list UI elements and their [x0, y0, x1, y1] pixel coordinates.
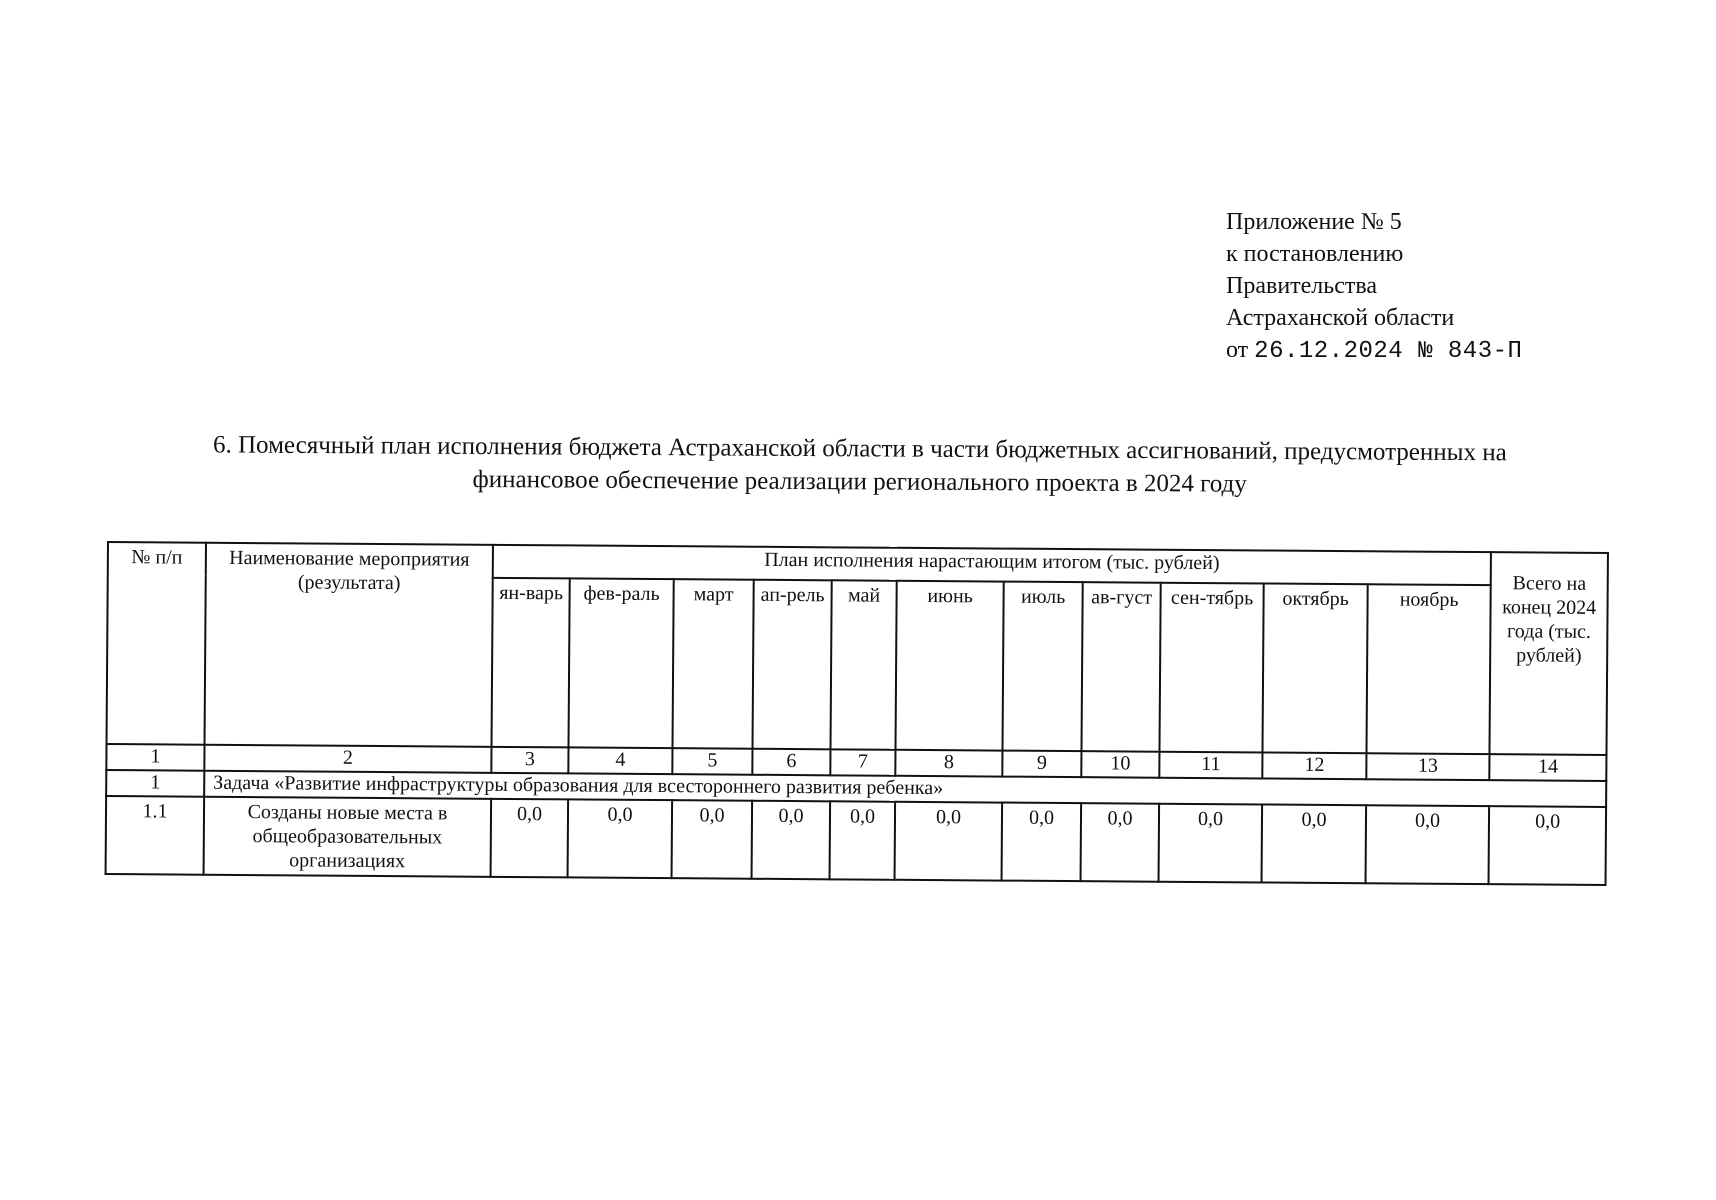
plan-table [105, 541, 1610, 886]
row-month-value: 0,0 [895, 802, 1003, 881]
row-month-value: 0,0 [752, 801, 831, 880]
task-num: 1 [106, 770, 204, 797]
row-month-value: 0,0 [830, 801, 896, 879]
column-number: 9 [1002, 751, 1081, 778]
data-rows [106, 796, 1607, 885]
header-month: сен-тябрь [1159, 582, 1263, 752]
row-month-value: 0,0 [1262, 804, 1367, 883]
task-text: Задача «Развитие инфраструктуры образования для всестороннего развития ребенка» [204, 771, 1606, 807]
header-month: ноябрь [1366, 584, 1490, 754]
header-num: № п/п [107, 542, 206, 745]
row-month-value: 0,0 [672, 800, 753, 879]
header-month: март [672, 579, 753, 749]
header-month: июль [1002, 581, 1082, 751]
appendix-block [1226, 206, 1522, 368]
row-month-value: 0,0 [1159, 804, 1263, 883]
row-name: Созданы новые места в общеобразовательных организациях [204, 797, 492, 877]
header-month: май [830, 580, 896, 750]
row-month-value: 0,0 [1081, 803, 1160, 882]
header-name: Наименование мероприятия (результата) [205, 543, 493, 747]
plan-table-wrapper [105, 541, 1607, 886]
appendix-line-3: Правительства [1226, 273, 1378, 299]
column-number: 11 [1159, 752, 1262, 779]
column-number: 2 [204, 745, 491, 773]
header-month: фев-раль [568, 578, 673, 748]
row-num: 1.1 [106, 796, 205, 875]
column-number: 6 [752, 749, 830, 776]
appendix-date-line [1226, 334, 1522, 368]
column-number: 3 [491, 747, 568, 774]
column-number: 5 [672, 748, 752, 775]
row-month-value: 0,0 [1002, 803, 1082, 882]
header-month: октябрь [1262, 583, 1367, 753]
header-total: Всего на конец 2024 года (тыс. рублей) [1490, 552, 1608, 755]
header-plan: План исполнения нарастающим итогом (тыс. рублей) [493, 545, 1491, 585]
header-month: ян-варь [492, 577, 570, 747]
row-total: 0,0 [1489, 806, 1607, 885]
column-number: 7 [830, 749, 895, 775]
column-number: 8 [895, 750, 1002, 777]
table-row [106, 796, 1607, 885]
appendix-line-4: Астраханской области [1226, 305, 1455, 331]
column-number: 14 [1489, 754, 1606, 781]
header-month: ав-густ [1081, 582, 1160, 752]
appendix-date-prefix: от [1226, 337, 1249, 363]
header-month: июнь [895, 580, 1003, 750]
column-number: 4 [568, 747, 672, 774]
column-number: 1 [106, 744, 204, 771]
appendix-line-2: к постановлению [1226, 241, 1404, 267]
section-title: 6. Помесячный план исполнения бюджета Астраханской области в части бюджетных ассигнований, предусмотренных на финансовое обеспечение реализации регионального проекта в 2024 году [212, 431, 1507, 498]
column-number: 13 [1366, 753, 1489, 780]
appendix-line-1: Приложение № 5 [1226, 209, 1402, 235]
row-month-value: 0,0 [568, 799, 673, 878]
row-month-value: 0,0 [1366, 805, 1490, 884]
header-row-top [108, 542, 1608, 586]
appendix-date-number: 26.12.2024 № 843-П [1254, 338, 1523, 365]
row-month-value: 0,0 [491, 799, 569, 878]
column-number: 10 [1081, 751, 1159, 778]
header-month: ап-рель [752, 579, 831, 749]
column-number: 12 [1262, 752, 1366, 779]
